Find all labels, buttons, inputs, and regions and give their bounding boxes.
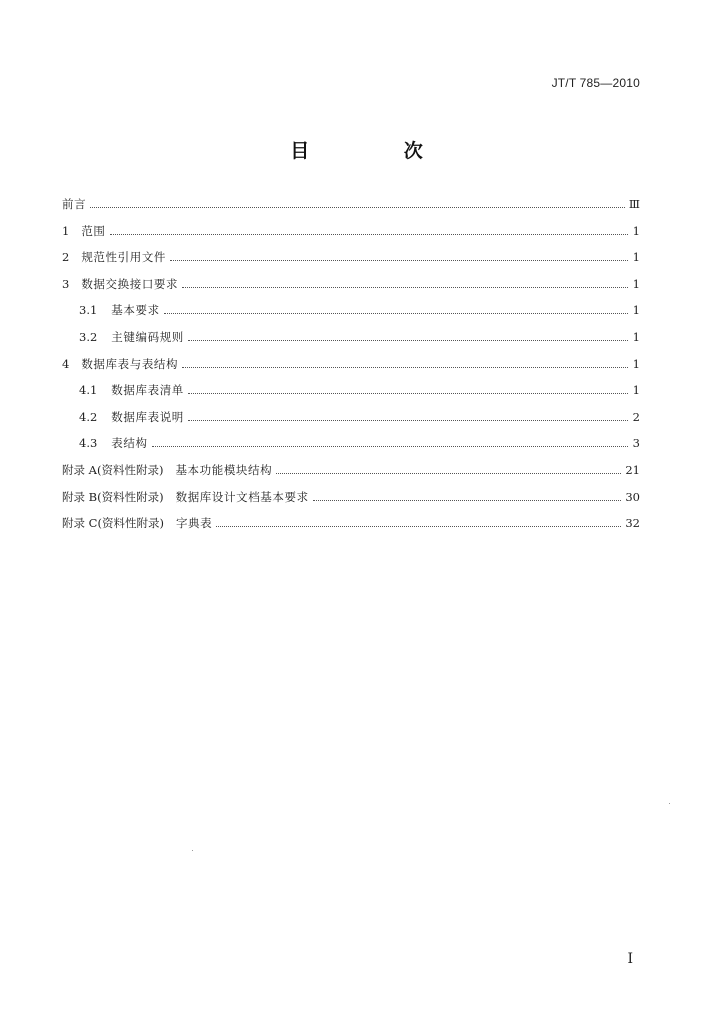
toc-entry[interactable] <box>62 223 640 250</box>
toc-entry-number: 4.2 <box>79 409 98 424</box>
toc-entry-number: 3 <box>62 276 70 291</box>
toc-entry-number: 附录 C(资料性附录) <box>62 516 164 531</box>
toc-entry-label: 主键编码规则 <box>111 329 184 344</box>
toc-entry-page: 1 <box>632 356 640 371</box>
toc-entry-page: 1 <box>632 223 640 238</box>
toc-entry-number: 1 <box>62 223 70 238</box>
toc-entry-number: 附录 A(资料性附录) <box>62 462 164 477</box>
toc-entry-number: 3.1 <box>79 303 98 318</box>
toc-entry-page: 21 <box>625 462 640 477</box>
toc-entry[interactable] <box>62 276 640 303</box>
toc-dot-leader <box>188 420 628 421</box>
toc-entry[interactable] <box>62 329 640 356</box>
toc-entry-label: 基本功能模块结构 <box>175 462 273 477</box>
toc-entry[interactable] <box>62 196 640 223</box>
toc-entry-number: 3.2 <box>79 329 98 344</box>
toc-entry[interactable] <box>62 515 640 542</box>
toc-dot-leader <box>313 500 622 501</box>
toc-entry-number: 附录 B(资料性附录) <box>62 489 164 504</box>
toc-entry-number: 4.1 <box>79 383 98 398</box>
toc-entry-page: 3 <box>632 436 640 451</box>
toc-dot-leader <box>152 446 628 447</box>
toc-entry[interactable] <box>62 249 640 276</box>
toc-entry[interactable] <box>62 462 640 489</box>
page-title: 目 次 <box>290 140 467 162</box>
toc-entry-label: 数据库表清单 <box>111 383 184 398</box>
toc-dot-leader <box>276 473 621 474</box>
toc-dot-leader <box>164 313 628 314</box>
scan-speck <box>669 803 670 804</box>
toc-dot-leader <box>90 207 625 208</box>
toc-entry[interactable] <box>62 382 640 409</box>
toc-entry-label: 数据交换接口要求 <box>81 276 179 291</box>
toc-entry-number: 4 <box>62 356 70 371</box>
standard-code: JT/T 785—2010 <box>551 76 640 90</box>
toc-dot-leader <box>188 393 628 394</box>
toc-entry-label: 范围 <box>81 223 106 238</box>
toc-entry-number: 4.3 <box>79 436 98 451</box>
toc-entry-page: 1 <box>632 383 640 398</box>
page-number: I <box>627 951 633 967</box>
toc-entry[interactable] <box>62 302 640 329</box>
toc-entry-page: 2 <box>632 409 640 424</box>
toc-entry-page: 1 <box>632 303 640 318</box>
toc-entry-label: 表结构 <box>111 436 148 451</box>
toc-entry-page: 30 <box>625 489 640 504</box>
toc-dot-leader <box>182 287 628 288</box>
toc-entry[interactable] <box>62 356 640 383</box>
toc-dot-leader <box>188 340 628 341</box>
toc-entry-page: 1 <box>632 250 640 265</box>
toc-entry-number: 2 <box>62 250 70 265</box>
toc-dot-leader <box>170 260 628 261</box>
scan-speck <box>192 850 193 851</box>
toc-entry[interactable] <box>62 435 640 462</box>
toc-entry[interactable] <box>62 409 640 436</box>
toc-entry-label: 数据库设计文档基本要求 <box>175 489 309 504</box>
toc-entry-label: 字典表 <box>175 516 213 531</box>
toc-entry-page: 1 <box>632 329 640 344</box>
toc-entry-page: 32 <box>625 516 640 531</box>
toc-entry-label: 规范性引用文件 <box>81 250 167 265</box>
toc-dot-leader <box>110 234 628 235</box>
toc-dot-leader <box>216 526 621 527</box>
toc-entry-label: 数据库表说明 <box>111 409 184 424</box>
toc-entry-label: 基本要求 <box>111 303 160 318</box>
toc-dot-leader <box>182 367 628 368</box>
toc-entry-page: Ⅲ <box>628 197 640 211</box>
toc-entry-label: 数据库表与表结构 <box>81 356 179 371</box>
table-of-contents <box>62 196 640 542</box>
toc-entry[interactable] <box>62 489 640 516</box>
toc-entry-label: 前言 <box>62 197 87 211</box>
toc-entry-page: 1 <box>632 276 640 291</box>
